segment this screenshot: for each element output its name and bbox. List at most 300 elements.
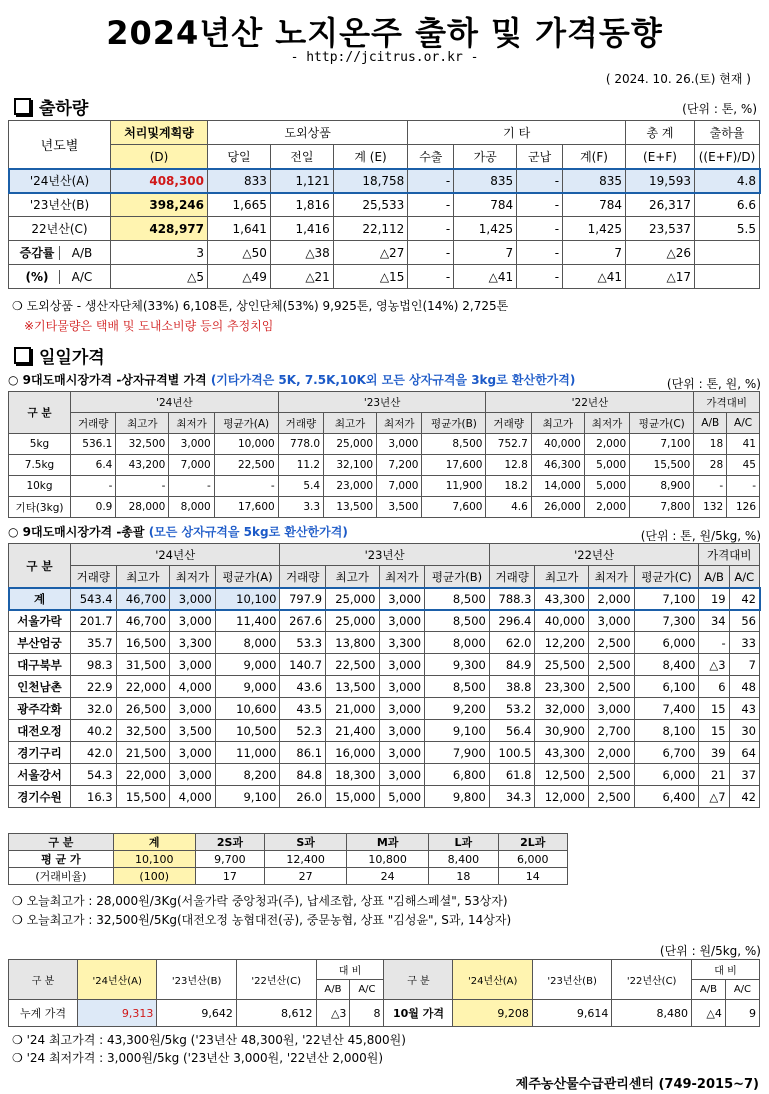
cell: 26,500 xyxy=(116,698,169,720)
cell: 7,100 xyxy=(634,588,699,610)
cell: 34 xyxy=(699,610,729,632)
cell: 38.8 xyxy=(489,676,535,698)
cell: 1,425 xyxy=(563,217,626,241)
cell: 3,000 xyxy=(379,676,425,698)
bottom-note-1: ❍ '24 최고가격 : 43,300원/5kg ('23년산 48,300원, '22년산 45,800원) xyxy=(12,1033,406,1047)
t2-year-22: '22년산 xyxy=(486,392,694,413)
header-plan: 처리및계획량 xyxy=(111,121,208,145)
site-url[interactable]: - http://jcitrus.or.kr - xyxy=(290,50,479,65)
cell: 30,900 xyxy=(535,720,588,742)
t5-left-a: 9,313 xyxy=(78,1000,157,1027)
cell: 25,000 xyxy=(326,588,379,610)
cell: 5,000 xyxy=(584,476,629,497)
row-label: 인천남촌 xyxy=(9,676,71,698)
row-label: 서울가락 xyxy=(9,610,71,632)
cell: 15,000 xyxy=(326,786,379,808)
cell: 12,200 xyxy=(535,632,588,654)
cell: 10,100 xyxy=(113,851,195,868)
column-header: 최저가 xyxy=(379,566,425,588)
column-header: 최고가 xyxy=(324,413,377,434)
cell: 5.5 xyxy=(695,217,760,241)
row-label: 5kg xyxy=(9,434,71,455)
cell: 14,000 xyxy=(531,476,584,497)
cell: 3,000 xyxy=(588,698,634,720)
cell: - xyxy=(169,476,214,497)
cell: 10,500 xyxy=(215,720,280,742)
column-header: 구 분 xyxy=(9,834,114,851)
t5-c-left: '22년산(C) xyxy=(236,960,316,1000)
cell: 21,500 xyxy=(116,742,169,764)
cell: 16.3 xyxy=(71,786,117,808)
t3-year-22: '22년산 xyxy=(489,544,699,566)
cell: 19 xyxy=(699,588,729,610)
cell: 2,500 xyxy=(588,632,634,654)
row-label: 계 xyxy=(9,588,71,610)
cell: 7,200 xyxy=(377,455,422,476)
cell: 7,400 xyxy=(634,698,699,720)
cell: 56.4 xyxy=(489,720,535,742)
cell: 11,900 xyxy=(422,476,486,497)
cell: 53.3 xyxy=(280,632,326,654)
cell: 3,000 xyxy=(170,742,216,764)
cell: 8,500 xyxy=(425,676,490,698)
cell: 32,000 xyxy=(535,698,588,720)
t2-year-24: '24년산 xyxy=(71,392,279,413)
cell: 12.8 xyxy=(486,455,531,476)
cell: 778.0 xyxy=(278,434,323,455)
daily-note-1: ❍ 오늘최고가 : 28,000원/3Kg(서울가락 중앙청과(주), 납세조합, 상표 "김해스페셜", 53상자) xyxy=(12,894,508,908)
t5-c-right: '22년산(C) xyxy=(612,960,692,1000)
t5-ab-left: A/B xyxy=(316,980,350,1000)
column-header: 최고가 xyxy=(531,413,584,434)
table-row xyxy=(9,241,760,265)
t5-gubun-right: 구 분 xyxy=(384,960,453,1000)
cell: 43,300 xyxy=(535,742,588,764)
cell: 3,000 xyxy=(170,698,216,720)
cell: 3,000 xyxy=(379,610,425,632)
cell: 6,000 xyxy=(634,764,699,786)
cell: 9,000 xyxy=(215,654,280,676)
cell: 6.4 xyxy=(71,455,116,476)
cell: 3,000 xyxy=(379,742,425,764)
cell: 8,000 xyxy=(215,632,280,654)
cell: 9,100 xyxy=(425,720,490,742)
cell: 9,000 xyxy=(215,676,280,698)
cell: 4,000 xyxy=(170,786,216,808)
cell: - xyxy=(517,217,563,241)
cell: 53.2 xyxy=(489,698,535,720)
cell: 835 xyxy=(563,169,626,193)
column-header: 최저가 xyxy=(584,413,629,434)
cell: 25,000 xyxy=(324,434,377,455)
cell: △27 xyxy=(333,241,408,265)
cell: 4,000 xyxy=(170,676,216,698)
t4-header xyxy=(9,834,568,851)
cell: 9,200 xyxy=(425,698,490,720)
cell: - xyxy=(699,632,729,654)
cell: 6.6 xyxy=(695,193,760,217)
cell: 21,400 xyxy=(326,720,379,742)
table-row xyxy=(9,497,760,518)
row-label: 대구북부 xyxy=(9,654,71,676)
cell: 7,800 xyxy=(630,497,694,518)
cell: 21 xyxy=(699,764,729,786)
rate-sub-label: A/C xyxy=(59,270,104,284)
cell: 3,000 xyxy=(588,610,634,632)
cell: 9,100 xyxy=(215,786,280,808)
column-header: 최저가 xyxy=(377,413,422,434)
cell: 15,500 xyxy=(116,786,169,808)
cell: 26,317 xyxy=(626,193,695,217)
table-row xyxy=(9,632,760,654)
column-header: S과 xyxy=(265,834,347,851)
t5-left-label: 누계 가격 xyxy=(9,1000,78,1027)
column-header: A/C xyxy=(729,566,759,588)
cell: 3,000 xyxy=(379,720,425,742)
t5-right-ac: 9 xyxy=(725,1000,759,1027)
cell: △50 xyxy=(208,241,271,265)
header-military: 군납 xyxy=(517,145,563,169)
t5-unit: (단위 : 원/5kg, %) xyxy=(659,944,761,958)
cell: 14 xyxy=(498,868,567,885)
cell: 4.8 xyxy=(695,169,760,193)
cell: 13,500 xyxy=(324,497,377,518)
table-row xyxy=(9,434,760,455)
t2-subtitle-text: ○ 9대도매시장가격 -상자규격별 가격 xyxy=(8,373,207,387)
column-header: 거래량 xyxy=(278,413,323,434)
cell: 52.3 xyxy=(280,720,326,742)
cell: 6,700 xyxy=(634,742,699,764)
cell: 37 xyxy=(729,764,759,786)
cell: 16,500 xyxy=(116,632,169,654)
cell: 33 xyxy=(729,632,759,654)
cell: 40.2 xyxy=(71,720,117,742)
cell: 100.5 xyxy=(489,742,535,764)
cell: 8,400 xyxy=(429,851,498,868)
t2-year-23: '23년산 xyxy=(278,392,486,413)
cell: 2,500 xyxy=(588,676,634,698)
cell: 3,000 xyxy=(170,588,216,610)
row-label: 기타(3kg) xyxy=(9,497,71,518)
cell: 7,000 xyxy=(377,476,422,497)
cell: 7,000 xyxy=(169,455,214,476)
cell xyxy=(695,265,760,289)
cell: - xyxy=(408,169,454,193)
cell: 13,800 xyxy=(326,632,379,654)
row-label: 평 균 가 xyxy=(9,851,114,868)
cell: 22,500 xyxy=(326,654,379,676)
t5-cmp-right: 대 비 xyxy=(692,960,760,980)
shipment-table xyxy=(8,120,760,289)
cell: 267.6 xyxy=(280,610,326,632)
t2-subtitle-blue: (기타가격은 5K, 7.5K,10K외 모든 상자규격을 3kg로 환산한가격) xyxy=(210,373,576,387)
t5-right-a: 9,208 xyxy=(453,1000,532,1027)
header-total: 총 계 xyxy=(626,121,695,145)
checkbox-square-icon xyxy=(14,347,31,364)
cell: 1,425 xyxy=(454,217,517,241)
row-label: 22년산(C) xyxy=(9,217,111,241)
cell: 12,400 xyxy=(265,851,347,868)
cell: 5,000 xyxy=(379,786,425,808)
column-header: A/B xyxy=(699,566,729,588)
cell: 32,500 xyxy=(116,434,169,455)
cell: 2,000 xyxy=(584,497,629,518)
header-sum-e: 계 (E) xyxy=(333,145,408,169)
t5-gubun-left: 구 분 xyxy=(9,960,78,1000)
cell: 42.0 xyxy=(71,742,117,764)
cell: 8,000 xyxy=(169,497,214,518)
cell: 7 xyxy=(454,241,517,265)
header-outside: 도외상품 xyxy=(208,121,408,145)
cell: 18.2 xyxy=(486,476,531,497)
cell: 17 xyxy=(195,868,264,885)
cell: 30 xyxy=(729,720,759,742)
row-label: 7.5kg xyxy=(9,455,71,476)
t3-unit: (단위 : 톤, 원/5kg, %) xyxy=(640,529,761,543)
t5-left-c: 8,612 xyxy=(236,1000,316,1027)
cell: 45 xyxy=(727,455,760,476)
cell: 536.1 xyxy=(71,434,116,455)
cell: 17,600 xyxy=(422,455,486,476)
cell: 7,900 xyxy=(425,742,490,764)
column-header: A/C xyxy=(727,413,760,434)
cell xyxy=(695,241,760,265)
cell: - xyxy=(408,241,454,265)
cell: 3,500 xyxy=(377,497,422,518)
cell: 18 xyxy=(429,868,498,885)
cell: 18,758 xyxy=(333,169,408,193)
cell: - xyxy=(727,476,760,497)
cell: 8,900 xyxy=(630,476,694,497)
cell: 4.6 xyxy=(486,497,531,518)
cell: 408,300 xyxy=(111,169,208,193)
cell: 32,100 xyxy=(324,455,377,476)
t5-right-b: 9,614 xyxy=(532,1000,611,1027)
cell: 296.4 xyxy=(489,610,535,632)
cell: 23,537 xyxy=(626,217,695,241)
cell: 23,300 xyxy=(535,676,588,698)
cell: 86.1 xyxy=(280,742,326,764)
cell: 10,800 xyxy=(347,851,429,868)
table-row xyxy=(9,720,760,742)
t4-ratio-row xyxy=(9,868,568,885)
cell: 2,500 xyxy=(588,764,634,786)
cell: 42 xyxy=(729,786,759,808)
t2-gubun: 구 분 xyxy=(9,392,71,434)
t3-subheader xyxy=(9,566,760,588)
cell: 31,500 xyxy=(116,654,169,676)
checkbox-square-icon xyxy=(14,98,31,115)
t3-subtitle-blue: (모든 상자규격을 5kg로 환산한가격) xyxy=(148,525,348,539)
cell: 28 xyxy=(694,455,727,476)
table-row xyxy=(9,217,760,241)
cell: - xyxy=(517,265,563,289)
column-header: 평균가(B) xyxy=(422,413,486,434)
cell: 61.8 xyxy=(489,764,535,786)
cell: 7,600 xyxy=(422,497,486,518)
table-row xyxy=(9,610,760,632)
table-row xyxy=(9,265,760,289)
cell: 3,300 xyxy=(170,632,216,654)
header-year: 년도별 xyxy=(9,121,111,169)
row-label: 부산엄궁 xyxy=(9,632,71,654)
grade-table xyxy=(8,833,568,885)
row-label: 10kg xyxy=(9,476,71,497)
cell: 11,400 xyxy=(215,610,280,632)
table-row xyxy=(9,588,760,610)
cell: 5.4 xyxy=(278,476,323,497)
cell: 10,600 xyxy=(215,698,280,720)
cell: 26.0 xyxy=(280,786,326,808)
cell: 3,000 xyxy=(169,434,214,455)
column-header: 최저가 xyxy=(170,566,216,588)
table-row xyxy=(9,654,760,676)
cell: 7,300 xyxy=(634,610,699,632)
t5-ac-right: A/C xyxy=(725,980,759,1000)
cell: 2,000 xyxy=(588,742,634,764)
cell: 2,000 xyxy=(588,588,634,610)
cell: 788.3 xyxy=(489,588,535,610)
cell: 10,100 xyxy=(215,588,280,610)
size-price-table xyxy=(8,391,760,518)
cell: 46,700 xyxy=(116,588,169,610)
cell: - xyxy=(116,476,169,497)
cell: - xyxy=(408,217,454,241)
cell: 3 xyxy=(111,241,208,265)
t5-right-label: 10월 가격 xyxy=(384,1000,453,1027)
cell: 40,000 xyxy=(531,434,584,455)
column-header: 평균가(A) xyxy=(214,413,278,434)
cell: 84.8 xyxy=(280,764,326,786)
cell: 32,500 xyxy=(116,720,169,742)
cell: 3,300 xyxy=(379,632,425,654)
row-label: 경기구리 xyxy=(9,742,71,764)
column-header: 최저가 xyxy=(588,566,634,588)
t3-year-23: '23년산 xyxy=(280,544,489,566)
cell: 3,000 xyxy=(379,698,425,720)
table-row xyxy=(9,676,760,698)
cell: - xyxy=(517,169,563,193)
cell: △49 xyxy=(208,265,271,289)
cell: 15 xyxy=(699,698,729,720)
cell: 3,000 xyxy=(377,434,422,455)
cell: 46,700 xyxy=(116,610,169,632)
column-header: 거래량 xyxy=(486,413,531,434)
cell: 8,000 xyxy=(425,632,490,654)
cell: △3 xyxy=(699,654,729,676)
row-label: 광주각화 xyxy=(9,698,71,720)
shipment-section-title: 출하량 xyxy=(39,99,89,119)
cell: 24 xyxy=(347,868,429,885)
t5-b-left: '23년산(B) xyxy=(157,960,236,1000)
cell: 9,300 xyxy=(425,654,490,676)
table-row xyxy=(9,193,760,217)
table-row xyxy=(9,786,760,808)
cell: - xyxy=(71,476,116,497)
table-row xyxy=(9,764,760,786)
page-title: 2024년산 노지온주 출하 및 가격동향 xyxy=(106,14,663,52)
shipment-section-header xyxy=(14,94,88,119)
cell: 6,000 xyxy=(634,632,699,654)
row-label: 경기수원 xyxy=(9,786,71,808)
cell: 22,000 xyxy=(116,676,169,698)
t4-avg-row xyxy=(9,851,568,868)
shipment-unit: (단위 : 톤, %) xyxy=(682,102,757,116)
row-label: '24년산(A) xyxy=(9,169,111,193)
cell: 26,000 xyxy=(531,497,584,518)
cell: 8,100 xyxy=(634,720,699,742)
t5-left-ac: 8 xyxy=(350,1000,384,1027)
cell: 8,200 xyxy=(215,764,280,786)
header-rate: 출하율 xyxy=(695,121,760,145)
cell: 84.9 xyxy=(489,654,535,676)
cell: 2,000 xyxy=(584,434,629,455)
cell: 28,000 xyxy=(116,497,169,518)
cell: - xyxy=(517,193,563,217)
t3-subtitle-text: ○ 9대도매시장가격 -총괄 xyxy=(8,525,145,539)
cell: 752.7 xyxy=(486,434,531,455)
cell: 9,800 xyxy=(425,786,490,808)
cumulative-table xyxy=(8,959,760,1027)
cell: 3,000 xyxy=(170,654,216,676)
cell: 6,800 xyxy=(425,764,490,786)
column-header: 2L과 xyxy=(498,834,567,851)
cell: - xyxy=(214,476,278,497)
cell: 2,700 xyxy=(588,720,634,742)
cell: 3,000 xyxy=(170,610,216,632)
daily-section-title: 일일가격 xyxy=(39,348,105,368)
cell: 0.9 xyxy=(71,497,116,518)
cell: 18 xyxy=(694,434,727,455)
t5-cmp-left: 대 비 xyxy=(316,960,384,980)
row-label: (거래비율) xyxy=(9,868,114,885)
cell: - xyxy=(408,193,454,217)
cell: 6,100 xyxy=(634,676,699,698)
header-sum-f: 계(F) xyxy=(563,145,626,169)
cell: 398,246 xyxy=(111,193,208,217)
header-export: 수출 xyxy=(408,145,454,169)
cell: 62.0 xyxy=(489,632,535,654)
cell: 835 xyxy=(454,169,517,193)
column-header: 최고가 xyxy=(535,566,588,588)
column-header: 계 xyxy=(113,834,195,851)
t5-a-right: '24년산(A) xyxy=(453,960,532,1000)
table-row xyxy=(9,455,760,476)
report-date: ( 2024. 10. 26.(토) 현재 ) xyxy=(605,72,751,86)
cell: 27 xyxy=(265,868,347,885)
t5-ac-left: A/C xyxy=(350,980,384,1000)
cell: 54.3 xyxy=(71,764,117,786)
daily-note-2: ❍ 오늘최고가 : 32,500원/5Kg(대전오정 농협대전(공), 중문농협, 상표 "김성윤", S과, 14상자) xyxy=(12,913,512,927)
cell: 1,641 xyxy=(208,217,271,241)
cell: 6,400 xyxy=(634,786,699,808)
cell: 22,500 xyxy=(214,455,278,476)
bottom-note-2: ❍ '24 최저가격 : 3,000원/5kg ('23년산 3,000원, '22년산 2,000원) xyxy=(12,1051,384,1065)
cell: 784 xyxy=(454,193,517,217)
t5-right-c: 8,480 xyxy=(612,1000,692,1027)
cell: 11,000 xyxy=(215,742,280,764)
row-label: 대전오정 xyxy=(9,720,71,742)
cell: 3,000 xyxy=(379,654,425,676)
cell: 2,500 xyxy=(588,654,634,676)
cell: 132 xyxy=(694,497,727,518)
cell: 8,500 xyxy=(425,610,490,632)
header-prev: 전일 xyxy=(270,145,333,169)
cell: 39 xyxy=(699,742,729,764)
column-header: 최저가 xyxy=(169,413,214,434)
cell: 11.2 xyxy=(278,455,323,476)
column-header: 평균가(C) xyxy=(630,413,694,434)
